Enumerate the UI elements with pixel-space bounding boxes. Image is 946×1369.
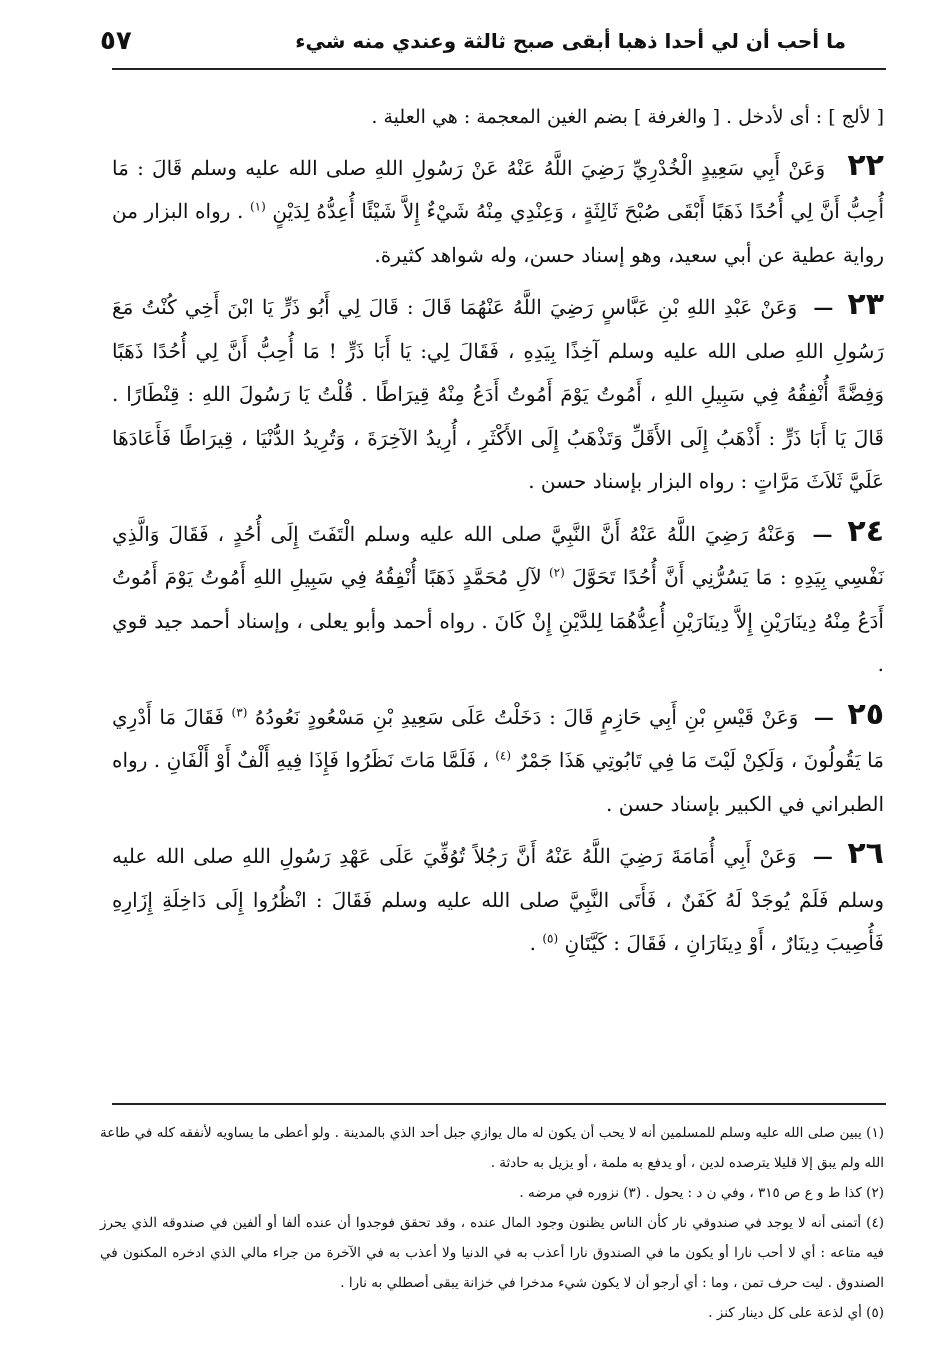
hadith-text: وَعَنْهُ رَضِيَ اللَّهُ عَنْهُ أَنَّ النَّبِيَّ صلى الله عليه وسلم الْتَفَتَ إِلَى أُحُدٍ ، فَقَالَ وَالَّذِي نَفْسِي بِيَدِهِ : مَا يَسُرُّنِي أَنَّ أُحُدًا تَحَوَّلَ (112, 521, 885, 589)
hadith-number: ٢٦ (847, 836, 884, 871)
footnote-5: (٥) أي لذعة على كل دينار كنز . (708, 1305, 884, 1321)
footnote-ref: (٥) (542, 931, 559, 946)
dash-separator: — (812, 521, 833, 546)
hadith-text-cont: . (529, 931, 536, 955)
hadith-25 (112, 693, 884, 827)
footnote-rule (112, 1103, 886, 1105)
page-header (100, 18, 846, 64)
hadith-number: ٢٤ (847, 513, 885, 549)
hadith-text: وَعَنْ عَبْدِ اللهِ بْنِ عَبَّاسٍ رَضِيَ اللَّهُ عَنْهُمَا قَالَ : قَالَ لِي أَبُو ذَرٍّ يَا ابْنَ أَخِي كُنْتُ مَعَ رَسُولِ اللهِ صلى الله عليه وسلم آخِذًا بِيَدِهِ ، فَقَالَ لِي: يَا أَبَا ذَرٍّ ! مَا أُحِبُّ أَنَّ لِي أُحُدًا ذَهَبًا وَفِضَّةً أُنْفِقُهُ فِي سَبِيلِ اللهِ ، أَمُوتُ يَوْمَ أَمُوتُ أَدَعُ مِنْهُ قِيرَاطًا . قُلْتُ يَا رَسُولَ اللهِ : قِنْطَارًا . قَالَ يَا أَبَا ذَرٍّ : أَذْهَبُ إِلَى الأَقَلِّ وَتَذْهَبُ إِلَى الأَكْثَرِ ، أُرِيدُ الآخِرَةَ ، وَتُرِيدُ الدُّنْيَا ، قِيرَاطًا فَأَعَادَهَا عَلَيَّ ثَلاَثَ مَرَّاتٍ : رواه البزار بإسناد حسن . (112, 295, 884, 493)
hadith-number: ٢٥ (847, 696, 885, 732)
dash-separator: — (813, 704, 834, 729)
main-text (112, 96, 884, 972)
page-number: ٥٧ (100, 26, 132, 56)
hadith-26 (112, 832, 884, 966)
footnote-ref: (٣) (231, 704, 248, 719)
dash-separator: — (813, 295, 834, 319)
footnote-2-3: (٢) كذا ط و ع ص ٣١٥ ، وفي ن د : يحول . (٣) نزوره في مرضه . (519, 1185, 884, 1201)
running-title: ما أحب أن لي أحدا ذهبا أبقى صبح ثالثة وعندي منه شيء (295, 29, 846, 53)
hadith-text-cont: لآلِ مُحَمَّدٍ ذَهَبًا أُنْفِقُهُ فِي سَبِيلِ اللهِ أَمُوتُ يَوْمَ أَمُوتُ أَدَعُ مِنْهُ دِينَارَيْنِ إِلاَّ دِينَارَيْنِ أُعِدُّهُمَا لِلدَّيْنِ إِنْ كَانَ . رواه أحمد وأبو يعلى ، وإسناد أحمد جيد قوي . (112, 565, 884, 676)
hadith-number: ٢٣ (847, 287, 885, 322)
hadith-24 (112, 510, 884, 687)
hadith-text: وَعَنْ قَيْسِ بْنِ أَبِي حَازِمٍ قَالَ : دَخَلْتُ عَلَى سَعِيدِ بْنِ مَسْعُودٍ نَعُودُهُ (254, 704, 799, 729)
hadith-source: . رواه البزار من رواية عطية عن أبي سعيد، وهو إسناد حسن، وله شواهد كثيرة. (112, 199, 884, 267)
header-rule (112, 68, 886, 70)
footnote-ref: (٤) (495, 748, 512, 763)
footnote-4: (٤) أتمنى أنه لا يوجد في صندوقي نار كأن الناس يظنون وجود المال عنده ، وقد تحقق فوجدوا أن عنده ألفا أو ألفين في صندوقه الذي يحرز فيه متاعه : أي لا أحب نارا أو يكون ما في الصندوق نارا أعذب به في الدنيا ولا أعذب به في الآخرة من جراء مالي الذي ادخره المكنون في الصندوق . ليت حرف تمن ، وما : أي أرجو أن لا يكون شيء مدخرا في خزانة يبقى أصطلي به نارا . (100, 1215, 884, 1291)
hadith-text: وَعَنْ أَبِي سَعِيدٍ الْخُدْرِيِّ رَضِيَ اللَّهُ عَنْهُ عَنْ رَسُولِ اللهِ صلى الله عليه وسلم قَالَ : مَا أُحِبُّ أَنَّ لِي أُحُدًا ذَهَبًا أَبْقَى صُبْحَ ثَالِثَةٍ ، وَعِنْدِي مِنْهُ شَيْءٌ إِلاَّ شَيْئًا أُعِدُّهُ لِدَيْنٍ (112, 155, 884, 223)
hadith-text-cont: فَقَالَ مَا أَدْرِي مَا يَقُولُونَ ، وَلَكِنْ لَيْتَ مَا فِي تَابُوتِي هَذَا جَمْرٌ (112, 704, 884, 772)
gloss-line: [ لألج ] : أى لأدخل . [ والغرفة ] بضم الغين المعجمة : هي العلية . (371, 106, 884, 128)
footnotes (100, 1118, 884, 1328)
hadith-22 (112, 144, 884, 278)
footnote-ref: (٢) (548, 565, 565, 580)
hadith-source: ، فَلَمَّا مَاتَ نَظَرُوا فَإِذَا فِيهِ أَلْفٌ أَوْ أَلْفَانِ . رواه الطبراني في الكبير بإسناد حسن . (112, 748, 884, 816)
dash-separator: — (812, 844, 833, 868)
footnote-ref: (١) (249, 199, 266, 214)
hadith-number: ٢٢ (847, 147, 884, 183)
footnote-1: (١) يبين صلى الله عليه وسلم للمسلمين أنه لا يحب أن يكون له مال يوازي جبل أحد الذي بالمدينة . ولو أعطى ما يساويه لأنفقه كله في طاعة الله ولم يبق إلا قليلا يترصده لدين ، أو يدفع به ملمة ، أو يزيل به حادثة . (100, 1125, 884, 1171)
hadith-23 (112, 283, 884, 504)
hadith-text: وَعَنْ أَبِي أُمَامَةَ رَضِيَ اللَّهُ عَنْهُ أَنَّ رَجُلاً تُوُفِّيَ عَلَى عَهْدِ رَسُولِ اللهِ صلى الله عليه وسلم فَلَمْ يُوجَدْ لَهُ كَفَنٌ ، فَأَتَى النَّبِيَّ صلى الله عليه وسلم فَقَالَ : انْظُرُوا إِلَى دَاخِلَةِ إِزَارِهِ فَأُصِيبَ دِينَارٌ ، أَوْ دِينَارَانِ ، فَقَالَ : كَيَّتَانِ (112, 844, 884, 955)
